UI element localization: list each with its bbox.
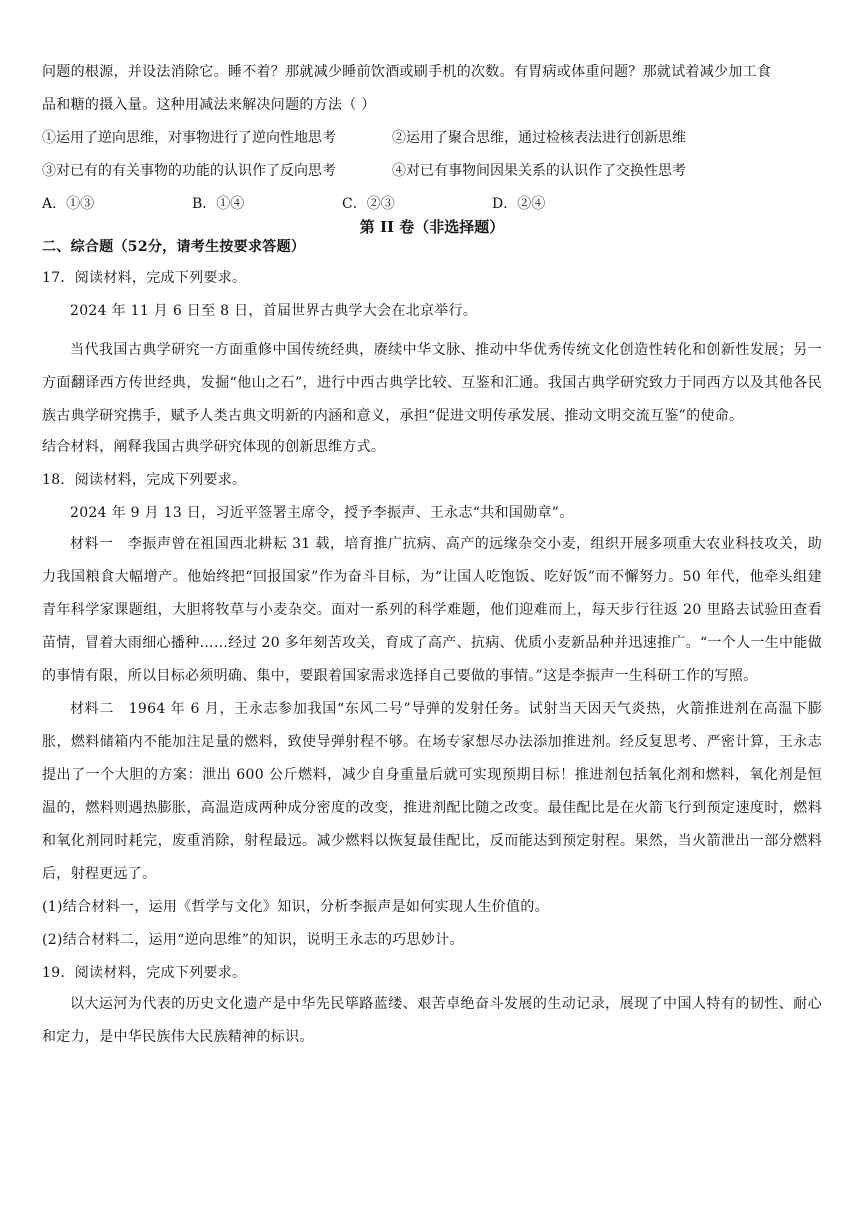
q16-options-row-1 xyxy=(42,128,822,149)
q18-subquestion-1: (1)结合材料一，运用《哲学与文化》知识，分析李振声是如何实现人生价值的。 xyxy=(42,899,549,915)
exam-page xyxy=(42,62,822,1054)
q16-option-4: ④对已有事物间因果关系的认识作了交换性思考 xyxy=(392,163,686,179)
question-19 xyxy=(42,963,822,1054)
q17-number-line: 17．阅读材料，完成下列要求。 xyxy=(42,270,247,286)
q16-options-row-2 xyxy=(42,161,822,182)
q16-choices xyxy=(42,194,822,215)
q16-option-3: ③对已有的有关事物的功能的认识作了反向思考 xyxy=(42,163,336,179)
question-17 xyxy=(42,268,822,458)
section-title: 第 II 卷（非选择题） xyxy=(359,218,505,236)
q17-paragraph-1: 2024 年 11 月 6 日至 8 日，首届世界古典学大会在北京举行。 xyxy=(70,303,478,319)
q17-paragraph-2: 当代我国古典学研究一方面重修中国传统经典，赓续中华文脉、推动中华优秀传统文化创造性转化和创新性发展；另一方面翻译西方传世经典，发掘“他山之石”，进行中西古典学比较、互鉴和汇通。我国古典学研究致力于同西方以及其他各民族古典学研究携手，赋予人类古典文明新的内涵和意义，承担“促进文明传承发展、推动文明交流互鉴”的使命。 xyxy=(42,342,822,424)
q19-paragraph-1: 以大运河为代表的历史文化遗产是中华先民筚路蓝缕、艰苦卓绝奋斗发展的生动记录，展现了中国人特有的韧性、耐心和定力，是中华民族伟大民族精神的标识。 xyxy=(42,996,822,1045)
q18-number-line: 18．阅读材料，完成下列要求。 xyxy=(42,472,247,488)
q18-material-2: 材料二 1964 年 6 月，王永志参加我国“东风二号”导弹的发射任务。试射当天因天气炎热，火箭推进剂在高温下膨胀，燃料储箱内不能加注足量的燃料，致使导弹射程不够。在场专家想尽办法添加推进剂。经反复思考、严密计算，王永志提出了一个大胆的方案：泄出 600 公斤燃料，减少自身重量后就可实现预期目标！推进剂包括氧化剂和燃料，氧化剂是恒温的，燃料则遇热膨胀，高温造成两种成分密度的改变，推进剂配比随之改变。最佳配比是在火箭飞行到预定速度时，燃料和氧化剂同时耗完，废重消除，射程最远。减少燃料以恢复最佳配比，反而能达到预定射程。果然，当火箭泄出一部分燃料后，射程更远了。 xyxy=(42,701,822,882)
q16-choice-b: B．①④ xyxy=(192,196,245,212)
q17-question: 结合材料，阐释我国古典学研究体现的创新思维方式。 xyxy=(42,439,386,455)
question-16 xyxy=(42,62,822,215)
q18-subquestion-2: (2)结合材料二，运用“逆向思维”的知识，说明王永志的巧思妙计。 xyxy=(42,932,464,948)
question-18 xyxy=(42,470,822,951)
q18-paragraph-1: 2024 年 9 月 13 日，习近平签署主席令，授予李振声、王永志“共和国勋章”。 xyxy=(70,505,574,521)
q16-stem-line-2: 品和糖的摄入量。这种用减法来解决问题的方法（ ） xyxy=(42,97,376,113)
q19-number-line: 19．阅读材料，完成下列要求。 xyxy=(42,965,247,981)
q16-choice-a: A．①③ xyxy=(42,196,95,212)
q16-option-1: ①运用了逆向思维，对事物进行了逆向性地思考 xyxy=(42,130,336,146)
q16-option-2: ②运用了聚合思维，通过检核表法进行创新思维 xyxy=(392,130,686,146)
q16-stem-line-1: 问题的根源，并设法消除它。睡不着？那就减少睡前饮酒或刷手机的次数。有胃病或体重问题？那就试着减少加工食 xyxy=(42,64,772,80)
q18-material-1: 材料一 李振声曾在祖国西北耕耘 31 载，培育推广抗病、高产的远缘杂交小麦，组织开展多项重大农业科技攻关，助力我国粮食大幅增产。他始终把“回报国家”作为奋斗目标，为“让国人吃饱饭、吃好饭”而不懈努力。50 年代，他牵头组建青年科学家课题组，大胆将牧草与小麦杂交。面对一系列的科学难题，他们迎难而上，每天步行往返 20 里路去试验田查看苗情，冒着大雨细心播种……经过 20 多年刻苦攻关，育成了高产、抗病、优质小麦新品种并迅速推广。“一个人一生中能做的事情有限，所以目标必须明确、集中，要跟着国家需求选择自己要做的事情。”这是李振声一生科研工作的写照。 xyxy=(42,536,822,684)
q16-choice-d: D．②④ xyxy=(492,196,546,212)
section-2-heading: 二、综合题（52分，请考生按要求答题） xyxy=(42,239,306,255)
q16-choice-c: C．②③ xyxy=(342,196,395,212)
